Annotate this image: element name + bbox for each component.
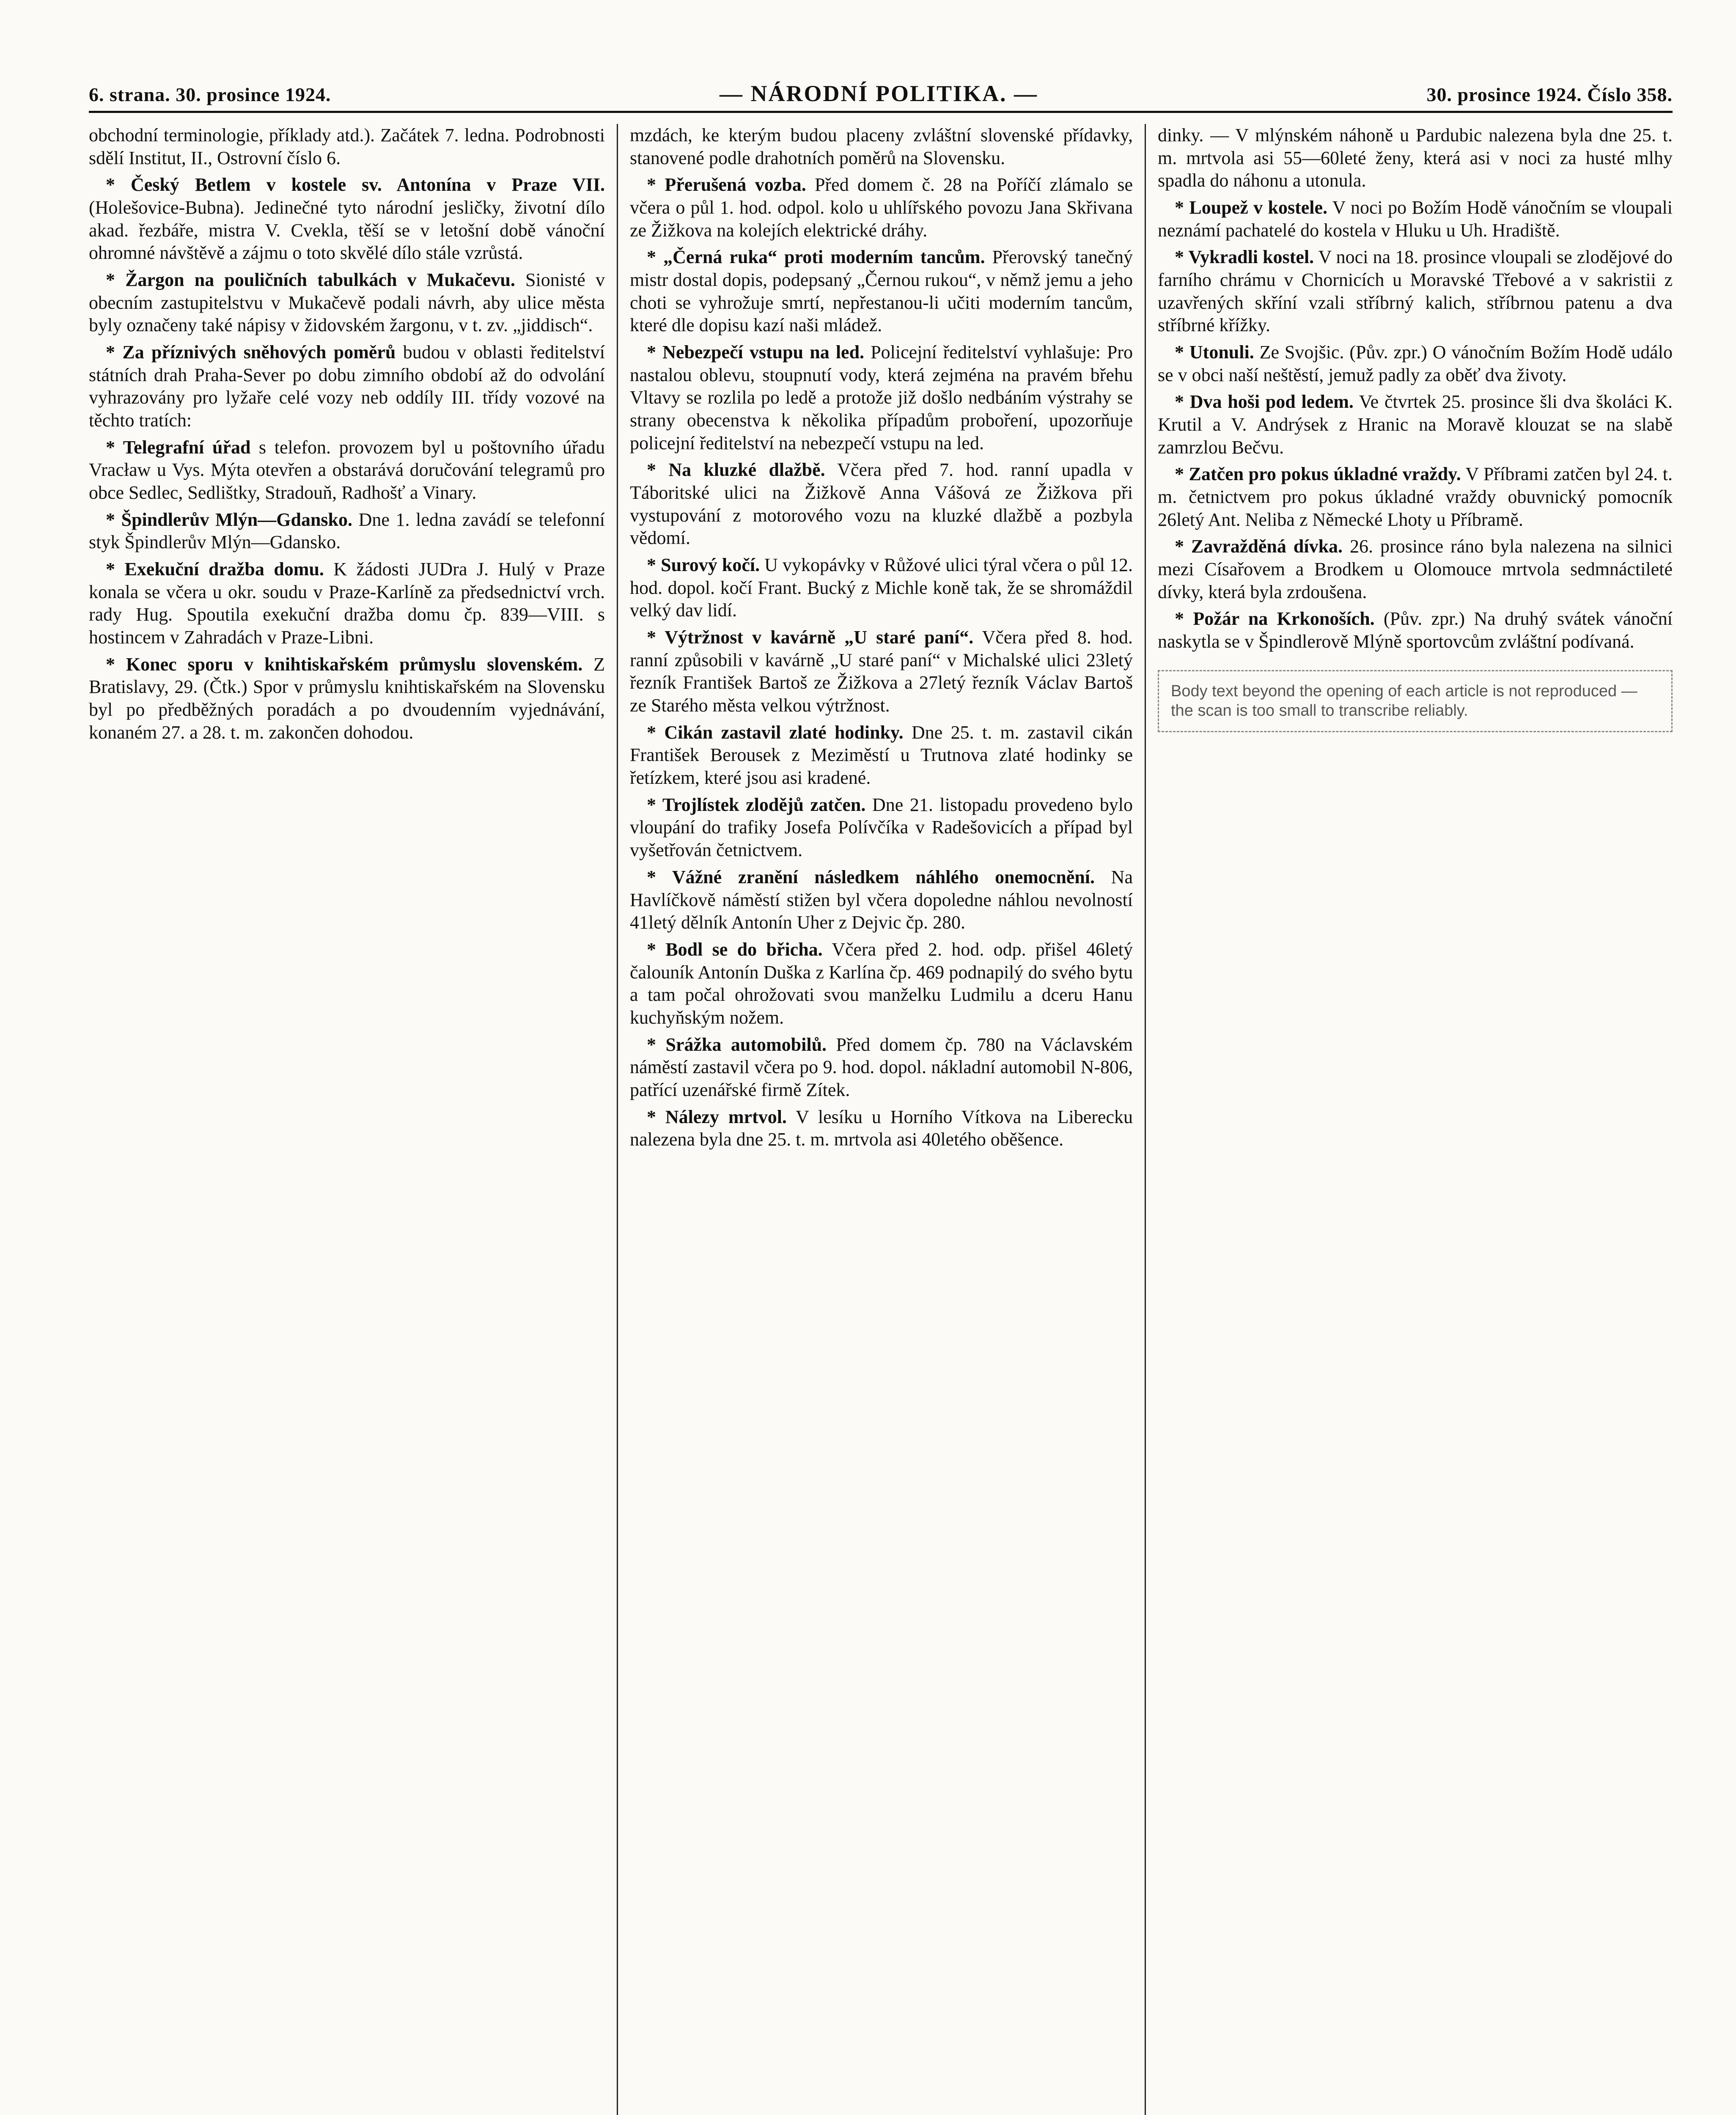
- article: [630, 459, 1133, 549]
- masthead-title: — NÁRODNÍ POLITIKA. —: [719, 81, 1038, 106]
- asterisk-marker: *: [106, 174, 131, 195]
- asterisk-marker: *: [647, 342, 663, 363]
- article: [1158, 463, 1673, 531]
- article-headline: Vykradli kostel.: [1188, 247, 1314, 268]
- article: [1158, 341, 1673, 386]
- article-headline: Zatčen pro pokus úkladné vraždy.: [1189, 464, 1461, 485]
- column-middle: [617, 124, 1145, 2115]
- asterisk-marker: *: [647, 627, 665, 648]
- column-lead-text: mzdách, ke kterým budou placeny zvláštní slovenské přídavky, stanovené podle drahotních poměrů na Slovensku.: [630, 125, 1133, 168]
- asterisk-marker: *: [106, 437, 123, 458]
- article: [89, 269, 605, 337]
- article: [630, 626, 1133, 717]
- article-headline: Výtržnost v kavárně „U staré paní“.: [665, 627, 974, 648]
- article-body: Včera před 7. hod. ranní upadla v Táboritské ulici na Žižkově Anna Vášová ze Žižkova při vystupování z motorového vozu na kluzké dlažbě a pozbyla vědomí.: [630, 459, 1133, 549]
- article-headline: Srážka automobilů.: [665, 1034, 827, 1055]
- article: [630, 938, 1133, 1029]
- article: [1158, 196, 1673, 242]
- asterisk-marker: *: [647, 866, 672, 887]
- article-body: s telefon. provozem byl u poštovního úřadu Vracław u Vys. Mýta otevřen a obstarává doručování telegramů pro obce Sedlec, Sedlištky, Stradouň, Radhošť a Vinary.: [89, 437, 605, 503]
- article-body: budou v oblasti ředitelství státních drah Praha-Sever po dobu zimního období až do odvolání vyhrazovány pro lyžaře celé vozy neb oddíly III. třídy vozové na těchto tratích:: [89, 342, 605, 431]
- asterisk-marker: *: [106, 269, 126, 291]
- asterisk-marker: *: [1175, 197, 1189, 218]
- article-body: Sionisté v obecním zastupitelstvu v Mukačevě podali návrh, aby ulice města byly označeny také nápisy v židovském žargonu, v t. zv. „jiddisch“.: [89, 269, 605, 336]
- article-body: Dne 21. listopadu provedeno bylo vloupání do trafiky Josefa Polívčíka v Radešovicích a případ byl vyšetřován četnictvem.: [630, 794, 1133, 861]
- article: [1158, 535, 1673, 603]
- asterisk-marker: *: [106, 654, 126, 675]
- asterisk-marker: *: [106, 559, 125, 580]
- article: [1158, 246, 1673, 337]
- asterisk-marker: *: [647, 794, 662, 815]
- asterisk-marker: *: [1175, 464, 1189, 485]
- article-body: V lesíku u Horního Vítkova na Liberecku nalezena byla dne 25. t. m. mrtvola asi 40letého oběšence.: [630, 1106, 1133, 1150]
- article: [630, 1106, 1133, 1151]
- article-headline: Špindlerův Mlýn—Gdansko.: [121, 509, 353, 530]
- article-body: Včera před 2. hod. odp. přišel 46letý čalouník Antonín Duška z Karlína čp. 469 podnapilý do svého bytu a tam počal ohrožovati svou manželku Ludmilu a dceru Hanu kuchyňským nožem.: [630, 939, 1133, 1028]
- transcription-note: Body text beyond the opening of each article is not reproduced — the scan is too small to transcribe reliably.: [1158, 670, 1673, 732]
- article-headline: Utonuli.: [1189, 342, 1254, 363]
- article-headline: Loupež v kostele.: [1189, 197, 1328, 218]
- article: [1158, 607, 1673, 653]
- article-body: Přerovský tanečný mistr dostal dopis, podepsaný „Černou rukou“, v němž jemu a jeho choti se vyhrožuje smrtí, nepřestanou-li učiti moderním tancům, které dle dopisu kazí naši mládež.: [630, 247, 1133, 336]
- article: [630, 246, 1133, 337]
- article-headline: Konec sporu v knihtiskařském průmyslu slovenském.: [126, 654, 583, 675]
- article-columns: [89, 124, 1673, 2115]
- article-body: Dne 1. ledna zavádí se telefonní styk Špindlerův Mlýn—Gdansko.: [89, 509, 605, 553]
- article: [1158, 390, 1673, 459]
- article-headline: Zavražděná dívka.: [1191, 536, 1343, 557]
- article-headline: Exekuční dražba domu.: [124, 559, 324, 580]
- article-body: Ze Svojšic. (Pův. zpr.) O vánočním Božím Hodě událo se v obci naší neštěstí, jemuž padly za oběť dva životy.: [1158, 342, 1673, 385]
- article: [630, 866, 1133, 934]
- article-body: (Holešovice-Bubna). Jedinečné tyto národní jesličky, životní dílo akad. řezbáře, mistra V. Cvekla, těší se v letošní době vánoční ohromné návštěvě a zájmu o toto skvělé dílo stále vzrůstá.: [89, 197, 605, 264]
- article: [630, 1033, 1133, 1101]
- asterisk-marker: *: [647, 174, 665, 195]
- article-body: K žádosti JUDra J. Hulý v Praze konala se včera u okr. soudu v Praze-Karlíně za předsednictví vrch. rady Hug. Spoutila exekuční dražba domu čp. 839—VIII. s hostincem v Zahradách v Praze-Libni.: [89, 559, 605, 648]
- article-body: V Příbrami zatčen byl 24. t. m. četnictvem pro pokus úkladné vraždy obuvnický pomocník 26letý Ant. Neliba z Německé Lhoty u Příbramě.: [1158, 464, 1673, 530]
- article-body: Na Havlíčkově náměstí stižen byl včera dopoledne náhlou nevolností 41letý dělník Antonín Uher z Dejvic čp. 280.: [630, 866, 1133, 933]
- asterisk-marker: *: [647, 1106, 665, 1127]
- article-body: U vykopávky v Růžové ulici týral včera o půl 12. hod. dopol. kočí Frant. Bucký z Michle koně tak, že se shromáždil velký dav lidí.: [630, 555, 1133, 621]
- article-headline: „Černá ruka“ proti moderním tancům.: [663, 247, 985, 268]
- asterisk-marker: *: [1175, 247, 1189, 268]
- article: [630, 341, 1133, 454]
- article: [89, 173, 605, 264]
- article-headline: Vážné zranění následkem náhlého onemocnění.: [672, 866, 1095, 887]
- article: [630, 721, 1133, 789]
- article-body: (Pův. zpr.) Na druhý svátek vánoční naskytla se v Špindlerově Mlýně sportovcům zvláštní podívaná.: [1158, 608, 1673, 652]
- article-body: V noci po Božím Hodě vánočním se vloupali neznámí pachatelé do kostela v Hluku u Uh. Hradiště.: [1158, 197, 1673, 241]
- article-headline: Telegrafní úřad: [123, 437, 251, 458]
- asterisk-marker: *: [647, 555, 661, 576]
- masthead-left: 6. strana. 30. prosince 1924.: [89, 84, 331, 105]
- article-body: Před domem č. 28 na Poříčí zlámalo se včera o půl 1. hod. odpol. kolo u uhlířského povozu Jana Skřivana ze Žižkova na kolejích elektrické dráhy.: [630, 174, 1133, 241]
- column-left: [89, 124, 617, 2115]
- article-headline: Požár na Krkonoších.: [1193, 608, 1375, 629]
- article-headline: Na kluzké dlažbě.: [668, 459, 825, 481]
- article-headline: Bodl se do břicha.: [665, 939, 823, 960]
- asterisk-marker: *: [106, 342, 123, 363]
- asterisk-marker: *: [647, 247, 664, 268]
- masthead: [89, 80, 1673, 113]
- asterisk-marker: *: [106, 509, 121, 530]
- article-headline: Nebezpečí vstupu na led.: [662, 342, 865, 363]
- article-body: Z Bratislavy, 29. (Čtk.) Spor v průmyslu knihtiskařském na Slovensku byl po předběžných poradách a po dvoudenním vyjednávání, konaném 27. a 28. t. m. zakončen dohodou.: [89, 654, 605, 743]
- article-body: Dne 25. t. m. zastavil cikán František Berousek z Meziměstí u Trutnova zlaté hodinky se řetízkem, které jsou asi kradené.: [630, 722, 1133, 788]
- article-body: Ve čtvrtek 25. prosince šli dva školáci K. Krutil a V. Andrýsek z Hranic na Moravě klouzat se na slabě zamrzlou Bečvu.: [1158, 391, 1673, 458]
- article-body: Před domem čp. 780 na Václavském náměstí zastavil včera po 9. hod. dopol. nákladní automobil N-806, patřící uzenářské firmě Zítek.: [630, 1034, 1133, 1100]
- article-headline: Dva hoši pod ledem.: [1189, 391, 1354, 412]
- asterisk-marker: *: [1175, 608, 1193, 629]
- article: [630, 173, 1133, 242]
- asterisk-marker: *: [647, 459, 669, 481]
- asterisk-marker: *: [1175, 536, 1191, 557]
- article: [630, 794, 1133, 862]
- article: [89, 341, 605, 432]
- asterisk-marker: *: [1175, 391, 1190, 412]
- article-headline: Trojlístek zlodějů zatčen.: [662, 794, 866, 815]
- article: [89, 508, 605, 554]
- article: [89, 558, 605, 649]
- article-body: 26. prosince ráno byla nalezena na silnici mezi Císařovem a Brodkem u Olomouce mrtvola sedmnáctileté dívky, která byla zrdoušena.: [1158, 536, 1673, 602]
- asterisk-marker: *: [1175, 342, 1189, 363]
- article-body: Policejní ředitelství vyhlašuje: Pro nastalou oblevu, stoupnutí vody, která zejména na pravém břehu Vltavy se rozlila po ledě a protože již došlo nedbáním výstrahy se strany obecenstva k několika případům proboření, upozorňuje policejní ředitelství na nebezpečí vstupu na led.: [630, 342, 1133, 453]
- asterisk-marker: *: [647, 939, 666, 960]
- article: [89, 653, 605, 744]
- article-headline: Žargon na pouličních tabulkách v Mukačevu.: [125, 269, 515, 291]
- article-body: V noci na 18. prosince vloupali se zlodějové do farního chrámu v Chornicích u Moravské Třebové a v sakristii z uzavřených skříní vzali stříbrný kalich, stříbrnou patenu a dva stříbrné křížky.: [1158, 247, 1673, 336]
- article-headline: Za příznivých sněhových poměrů: [122, 342, 396, 363]
- column-right: [1145, 124, 1673, 2115]
- column-lead-text: obchodní terminologie, příklady atd.). Začátek 7. ledna. Podrobnosti sdělí Institut, II., Ostrovní číslo 6.: [89, 125, 605, 168]
- asterisk-marker: *: [647, 722, 665, 743]
- column-lead-text: dinky. — V mlýnském náhoně u Pardubic nalezena byla dne 25. t. m. mrtvola asi 55—60leté ženy, která asi v noci za husté mlhy spadla do náhonu a utonula.: [1158, 125, 1673, 191]
- article: [89, 436, 605, 504]
- article-headline: Surový kočí.: [661, 555, 760, 576]
- article-headline: Přerušená vozba.: [665, 174, 806, 195]
- article: [630, 554, 1133, 622]
- article-headline: Cikán zastavil zlaté hodinky.: [664, 722, 904, 743]
- article-body: Včera před 8. hod. ranní způsobili v kavárně „U staré paní“ v Michalské ulici 23letý řezník František Bartoš ze Žižkova a 27letý řezník Václav Bartoš ze Starého města velkou výtržnost.: [630, 627, 1133, 716]
- article-headline: Nálezy mrtvol.: [665, 1106, 787, 1127]
- article-headline: Český Betlem v kostele sv. Antonína v Praze VII.: [130, 174, 605, 195]
- asterisk-marker: *: [647, 1034, 666, 1055]
- masthead-right: 30. prosince 1924. Číslo 358.: [1426, 84, 1673, 105]
